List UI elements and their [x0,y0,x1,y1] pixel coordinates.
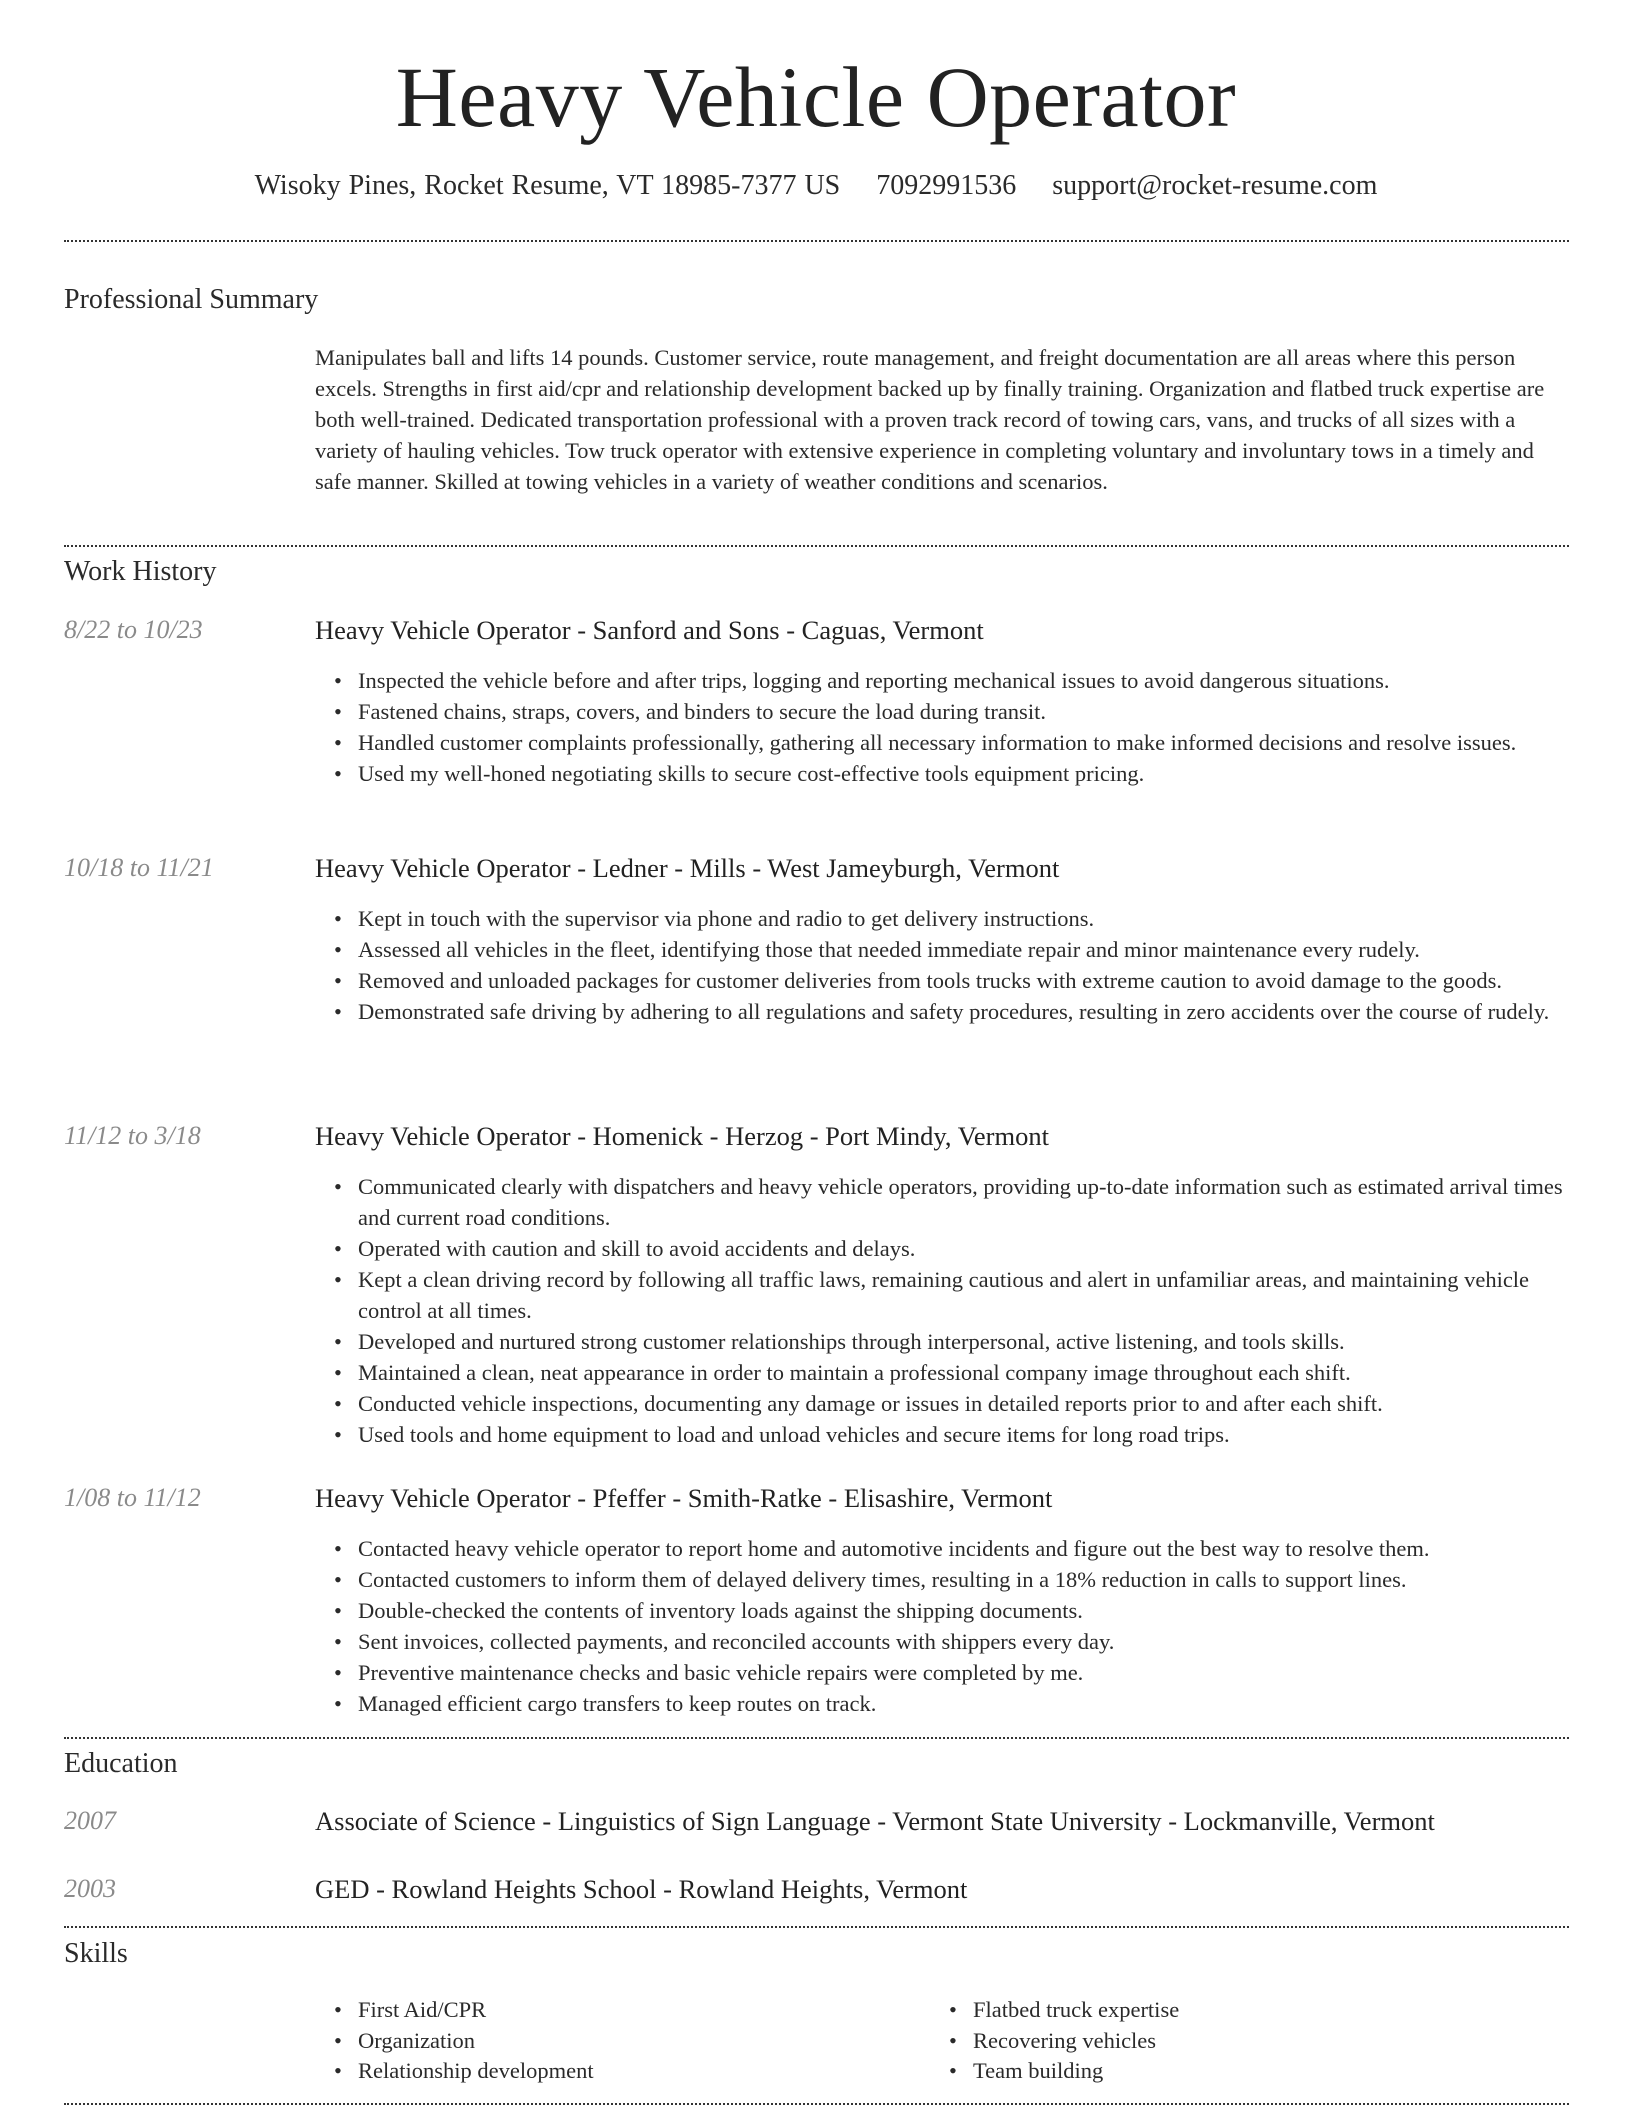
job-bullet: • Assessed all vehicles in the fleet, identifying those that needed immediate repair and minor maintenance every rudely. [358,934,1578,965]
skill-item: • First Aid/CPR [358,1995,594,2026]
section-title-education: Education [64,1748,178,1779]
skill-item: • Relationship development [358,2056,594,2087]
job-bullet: • Conducted vehicle inspections, documenting any damage or issues in detailed reports prior to and after each shift. [358,1388,1578,1419]
job-bullets [358,903,1578,1027]
job-dates: 1/08 to 11/12 [64,1483,201,1512]
job-bullet: • Operated with caution and skill to avoid accidents and delays. [358,1233,1578,1264]
job-bullet: • Handled customer complaints professionally, gathering all necessary information to make informed decisions and resolve issues. [358,727,1578,758]
contact-email: support@rocket-resume.com [1052,170,1378,201]
job-bullets [358,665,1578,789]
job-bullet: • Managed efficient cargo transfers to keep routes on track. [358,1688,1578,1719]
job-bullet: • Used tools and home equipment to load and unload vehicles and secure items for long road trips. [358,1419,1578,1450]
job-bullet: • Fastened chains, straps, covers, and binders to secure the load during transit. [358,696,1578,727]
skills-list-right [973,1995,1179,2087]
job-bullets [358,1171,1578,1450]
job-bullets [358,1533,1578,1719]
job-dates: 8/22 to 10/23 [64,615,203,644]
contact-address: Wisoky Pines, Rocket Resume, VT 18985-7377 US [254,170,841,201]
divider [64,240,1569,242]
job-bullet: • Kept a clean driving record by following all traffic laws, remaining cautious and alert in unfamiliar areas, and maintaining vehicle control at all times. [358,1264,1578,1326]
contact-line [0,170,1632,202]
divider [64,1926,1569,1928]
job-bullet: • Inspected the vehicle before and after trips, logging and reporting mechanical issues to avoid dangerous situations. [358,665,1578,696]
job-bullet: • Removed and unloaded packages for customer deliveries from tools trucks with extreme caution to avoid damage to the goods. [358,965,1578,996]
job-bullet: • Maintained a clean, neat appearance in order to maintain a professional company image throughout each shift. [358,1357,1578,1388]
education-date: 2003 [64,1874,116,1903]
contact-phone: 7092991536 [876,170,1017,201]
job-bullet: • Contacted customers to inform them of delayed delivery times, resulting in a 18% reduction in calls to support lines. [358,1564,1578,1595]
skills-list-left [358,1995,594,2087]
section-title-summary: Professional Summary [64,284,319,315]
job-bullet: • Demonstrated safe driving by adhering to all regulations and safety procedures, resulting in zero accidents over the course of rudely. [358,996,1578,1027]
resume-name: Heavy Vehicle Operator [395,49,1237,145]
job-bullet: • Preventive maintenance checks and basic vehicle repairs were completed by me. [358,1657,1578,1688]
divider [64,1737,1569,1739]
education-heading: GED - Rowland Heights School - Rowland Heights, Vermont [315,1874,968,1904]
job-bullet: • Sent invoices, collected payments, and reconciled accounts with shippers every day. [358,1626,1578,1657]
skill-item: • Recovering vehicles [973,2026,1179,2057]
job-bullet: • Developed and nurtured strong customer relationships through interpersonal, active listening, and tools skills. [358,1326,1578,1357]
job-dates: 11/12 to 3/18 [64,1121,201,1150]
job-dates: 10/18 to 11/21 [64,853,214,882]
job-bullet: • Kept in touch with the supervisor via phone and radio to get delivery instructions. [358,903,1578,934]
job-heading: Heavy Vehicle Operator - Sanford and Sons - Caguas, Vermont [315,615,984,645]
divider [64,545,1569,547]
job-bullet: • Contacted heavy vehicle operator to report home and automotive incidents and figure out the best way to resolve them. [358,1533,1578,1564]
summary-text: Manipulates ball and lifts 14 pounds. Customer service, route management, and freight documentation are all areas where this person excels. Strengths in first aid/cpr and relationship development backed up by finally training. Organization and flatbed truck expertise are both well-trained. Dedicated transportation professional with a proven track record of towing cars, vans, and trucks of all sizes with a variety of hauling vehicles. Tow truck operator with extensive experience in completing voluntary and involuntary tows in a timely and safe manner. Skilled at towing vehicles in a variety of weather conditions and scenarios. [315,345,1545,494]
job-heading: Heavy Vehicle Operator - Ledner - Mills - West Jameyburgh, Vermont [315,853,1060,883]
section-title-skills: Skills [64,1938,128,1969]
divider [64,2103,1569,2105]
education-heading: Associate of Science - Linguistics of Sign Language - Vermont State University - Lockmanville, Vermont [315,1806,1435,1836]
job-bullet: • Used my well-honed negotiating skills to secure cost-effective tools equipment pricing. [358,758,1578,789]
skill-item: • Team building [973,2056,1179,2087]
job-heading: Heavy Vehicle Operator - Homenick - Herzog - Port Mindy, Vermont [315,1121,1049,1151]
job-bullet: • Communicated clearly with dispatchers and heavy vehicle operators, providing up-to-date information such as estimated arrival times and current road conditions. [358,1171,1578,1233]
section-title-work-history: Work History [64,556,217,587]
education-date: 2007 [64,1806,116,1835]
job-bullet: • Double-checked the contents of inventory loads against the shipping documents. [358,1595,1578,1626]
skill-item: • Organization [358,2026,594,2057]
job-heading: Heavy Vehicle Operator - Pfeffer - Smith-Ratke - Elisashire, Vermont [315,1483,1053,1513]
skill-item: • Flatbed truck expertise [973,1995,1179,2026]
